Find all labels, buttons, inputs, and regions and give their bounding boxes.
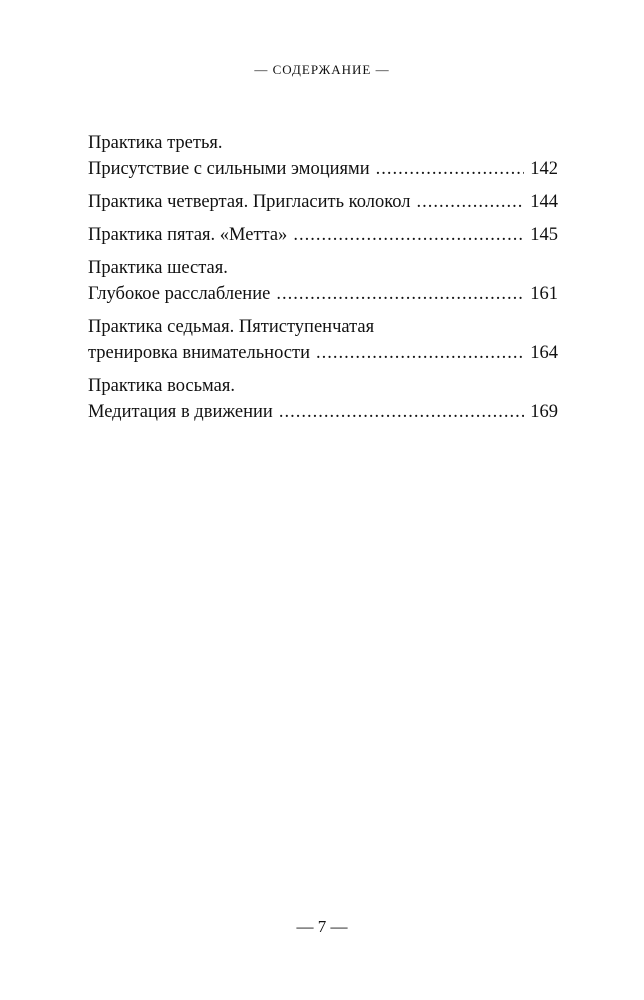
- toc-entry-title-line: Практика восьмая.: [88, 376, 235, 396]
- toc-page-number: 142: [530, 159, 558, 179]
- toc-entry: [88, 189, 558, 215]
- toc-entry-last-line: [88, 222, 558, 248]
- dot-leader: [279, 399, 524, 425]
- toc-entry-last-line: [88, 189, 558, 215]
- toc-page-number: 145: [530, 225, 558, 245]
- toc-entry-title-end: Медитация в движении: [88, 402, 273, 422]
- toc-entry-title-end: Присутствие с сильными эмоциями: [88, 159, 370, 179]
- toc-entry-last-line: [88, 156, 558, 182]
- toc-entry-title-end: Практика пятая. «Метта»: [88, 225, 288, 245]
- toc-entry-title-end: Практика четвертая. Пригласить колокол: [88, 192, 411, 212]
- toc-entry-last-line: [88, 281, 558, 307]
- toc-entry: [88, 255, 558, 307]
- dot-leader: [376, 156, 525, 182]
- toc-entry: [88, 130, 558, 182]
- toc-entry-title-line: Практика третья.: [88, 133, 223, 153]
- toc-entry-title-end: тренировка внимательности: [88, 343, 310, 363]
- toc-page-number: 161: [530, 284, 558, 304]
- toc-entry-last-line: [88, 399, 558, 425]
- toc-entry-title-line: Практика шестая.: [88, 258, 228, 278]
- toc-entry-last-line: [88, 340, 558, 366]
- table-of-contents: [88, 130, 558, 432]
- toc-entry: [88, 373, 558, 425]
- page-number-folio: — 7 —: [296, 917, 348, 936]
- toc-page-number: 144: [530, 192, 558, 212]
- toc-page-number: 169: [530, 402, 558, 422]
- toc-page-number: 164: [530, 343, 558, 363]
- toc-entry: [88, 222, 558, 248]
- toc-entry: [88, 314, 558, 366]
- toc-entry-title-line: Практика седьмая. Пятиступенчатая: [88, 317, 375, 337]
- running-head: — СОДЕРЖАНИЕ —: [254, 62, 390, 77]
- dot-leader: [417, 189, 525, 215]
- dot-leader: [293, 222, 524, 248]
- toc-entry-title-end: Глубокое расслабление: [88, 284, 271, 304]
- dot-leader: [316, 340, 524, 366]
- dot-leader: [276, 281, 524, 307]
